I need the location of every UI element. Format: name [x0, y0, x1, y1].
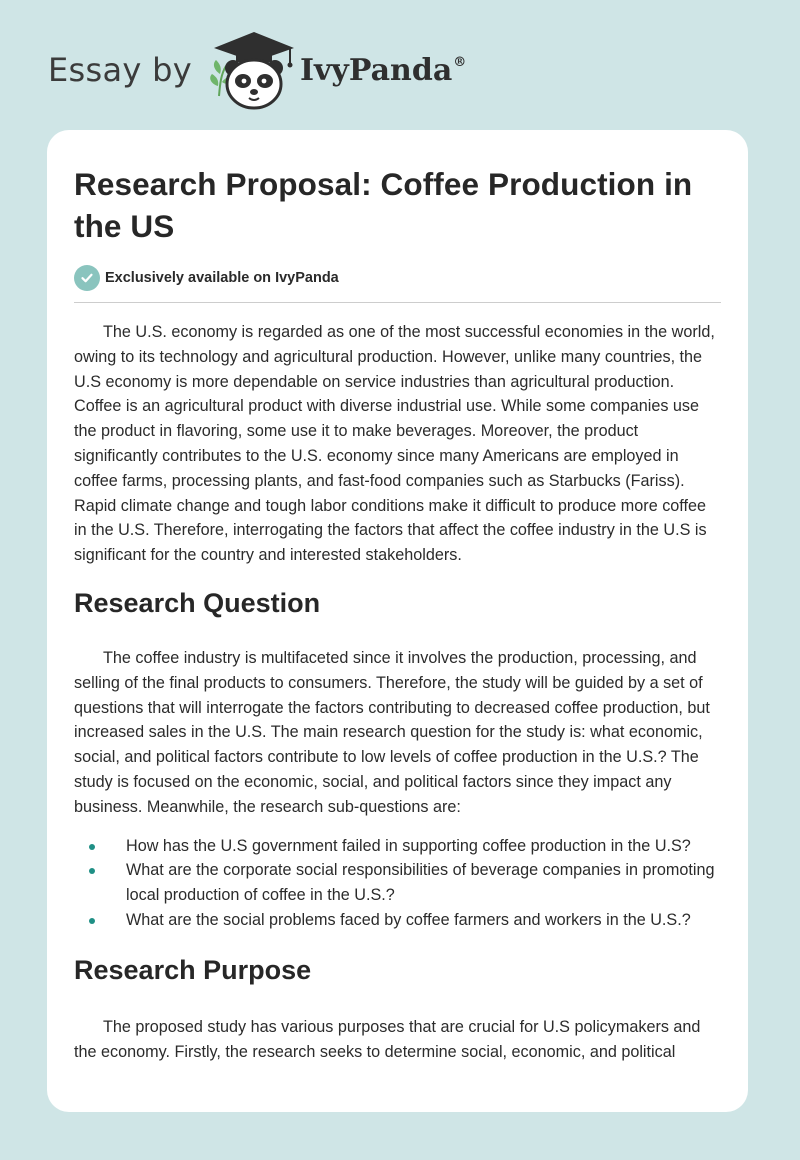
exclusive-badge: [74, 264, 721, 291]
bullet-icon: [89, 868, 95, 874]
sub-question-list: [74, 834, 721, 933]
list-item-text: What are the corporate social responsibilities of beverage companies in promoting local production of coffee in the U.S.?: [126, 861, 715, 905]
list-item-text: How has the U.S government failed in supporting coffee production in the U.S?: [126, 836, 691, 855]
list-item: [74, 834, 721, 859]
list-item-text: What are the social problems faced by coffee farmers and workers in the U.S.?: [126, 910, 691, 929]
section-heading-research-question: Research Question: [74, 587, 321, 618]
list-item: [74, 858, 721, 908]
section-heading-research-purpose: Research Purpose: [74, 954, 312, 985]
divider: [74, 302, 721, 303]
bullet-icon: [89, 918, 95, 924]
list-item: [74, 908, 721, 933]
site-header: [48, 28, 466, 112]
page-title: Research Proposal: Coffee Production in the US: [74, 166, 693, 244]
essay-card: [47, 130, 748, 1112]
bullet-icon: [89, 844, 95, 850]
intro-paragraph: The U.S. economy is regarded as one of the most successful economies in the world, owing to its technology and agricultural production. However, unlike many countries, the U.S economy is more dependable on service industries than agricultural production. Coffee is an agricultural product with diverse industrial use. While some companies use the product in flavoring, some use it to make beverages. Moreover, the product significantly contributes to the U.S. economy since many Americans are employed in coffee farms, processing plants, and fast-food companies such as Starbucks (Fariss). Rapid climate change and tough labor conditions make it difficult to produce more coffee in the U.S. Therefore, interrogating the factors that affect the coffee industry in the U.S is significant for the country and interested stakeholders.: [74, 323, 715, 565]
exclusive-label: Exclusively available on IvyPanda: [105, 269, 339, 286]
brand-prefix: Essay by: [48, 51, 192, 89]
research-question-paragraph: The coffee industry is multifaceted since it involves the production, processing, and selling of the final products to consumers. Therefore, the study will be guided by a set of questions that will interrogate the factors contributing to decreased coffee production, but increased sales in the U.S. The main research question for the study is: what economic, social, and political factors contribute to low levels of coffee production in the U.S.? The study is focused on the economic, social, and political factors since they impact any business. Meanwhile, the research sub-questions are:: [74, 648, 710, 816]
checkmark-circle-icon: [74, 265, 100, 291]
research-purpose-paragraph: The proposed study has various purposes that are crucial for U.S policymakers and the economy. Firstly, the research seeks to determine social, economic, and political: [74, 1017, 701, 1061]
brand-name[interactable]: IvyPanda®: [299, 52, 467, 88]
panda-graduation-cap-icon[interactable]: [206, 28, 298, 112]
